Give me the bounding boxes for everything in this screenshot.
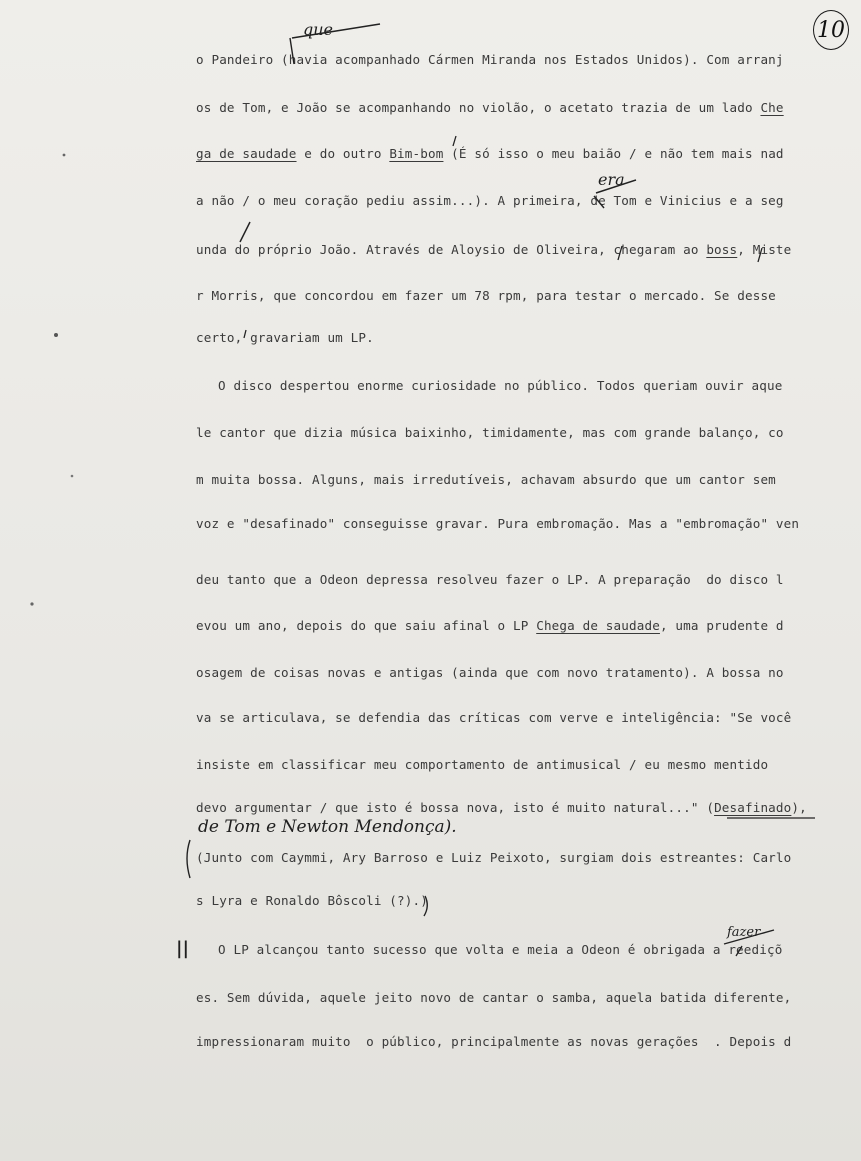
text-segment: evou um ano, depois do que saiu afinal o LP xyxy=(196,618,537,633)
margin-speck xyxy=(30,602,33,605)
stroke-open-bracket xyxy=(187,840,190,878)
stroke-close-bracket xyxy=(424,896,427,916)
stroke-comma-mark xyxy=(618,246,622,260)
text-segment: e do outro xyxy=(296,146,390,161)
stroke-comma-mark xyxy=(758,248,762,262)
underlined-title: Bim-bom xyxy=(389,146,444,161)
stroke-fazer-line xyxy=(724,930,774,944)
text-line-21: es. Sem dúvida, aquele jeito novo de cantar o samba, aquela batida diferente, xyxy=(196,990,792,1005)
stroke-que-line xyxy=(292,24,380,38)
stroke-fazer-caret xyxy=(736,946,742,956)
text-segment: (É só isso o meu baião / e não tem mais nad xyxy=(443,146,784,161)
handwritten-insert-fazer: fazer xyxy=(727,925,761,940)
handwritten-note-de-tom: de Tom e Newton Mendonça). xyxy=(198,817,457,837)
text-line-7: certo, gravariam um LP. xyxy=(196,330,374,345)
underlined-word: boss xyxy=(706,242,738,257)
stroke-insert-mark xyxy=(240,222,250,242)
handwritten-insert-que: que xyxy=(303,20,334,39)
text-segment: ), xyxy=(791,800,807,815)
text-segment: , uma prudente d xyxy=(659,618,784,633)
text-line-18: (Junto com Caymmi, Ary Barroso e Luiz Peixoto, surgiam dois estreantes: Carlo xyxy=(196,850,792,865)
text-line-19: s Lyra e Ronaldo Bôscoli (?).) xyxy=(196,893,428,908)
margin-speck xyxy=(54,333,58,337)
underlined-title: Desafinado xyxy=(714,800,792,815)
stroke-era-line xyxy=(596,180,636,193)
margin-speck xyxy=(63,154,66,157)
text-line-20: O LP alcançou tanto sucesso que volta e meia a Odeon é obrigada a reediçõ xyxy=(218,942,783,957)
text-line-16: insiste em classificar meu comportamento de antimusical / eu mesmo mentido xyxy=(196,757,769,772)
underlined-title: Che xyxy=(760,100,784,115)
text-line-11: voz e "desafinado" conseguisse gravar. Pura embromação. Mas a "embromação" ven xyxy=(196,516,800,531)
stroke-comma-mark xyxy=(244,330,246,338)
text-line-9: le cantor que dizia música baixinho, timidamente, mas com grande balanço, co xyxy=(196,425,784,440)
underlined-title: Chega de saudade xyxy=(536,618,660,633)
text-segment: unda do próprio João. Através de Aloysio de Oliveira, chegaram ao xyxy=(196,242,707,257)
text-line-6: r Morris, que concordou em fazer um 78 rpm, para testar o mercado. Se desse xyxy=(196,288,776,303)
underlined-title: ga de saudade xyxy=(196,146,297,161)
text-segment: , Miste xyxy=(737,242,792,257)
handwritten-insert-era: era xyxy=(598,170,625,189)
text-line-10: m muita bossa. Alguns, mais irredutíveis, achavam absurdo que um cantor sem xyxy=(196,472,776,487)
text-line-1: o Pandeiro (havia acompanhado Cármen Miranda nos Estados Unidos). Com arranj xyxy=(196,52,784,67)
page-number: 10 xyxy=(813,10,849,50)
paragraph-marker: || xyxy=(176,938,190,959)
stroke-accent-mark xyxy=(453,136,456,146)
text-line-4: a não / o meu coração pediu assim...). A primeira, de Tom e Vinicius e a seg xyxy=(196,193,784,208)
stroke-que-caret xyxy=(290,38,294,64)
margin-speck xyxy=(71,475,74,478)
text-segment: os de Tom, e João se acompanhando no violão, o acetato trazia de um lado xyxy=(196,100,761,115)
stroke-era-caret xyxy=(594,196,604,208)
text-segment: devo argumentar / que isto é bossa nova, isto é muito natural..." ( xyxy=(196,800,715,815)
text-line-12: deu tanto que a Odeon depressa resolveu fazer o LP. A preparação do disco l xyxy=(196,572,784,587)
text-line-8: O disco despertou enorme curiosidade no público. Todos queriam ouvir aque xyxy=(218,378,783,393)
text-line-14: osagem de coisas novas e antigas (ainda que com novo tratamento). A bossa no xyxy=(196,665,784,680)
text-line-15: va se articulava, se defendia das críticas com verve e inteligência: "Se você xyxy=(196,710,792,725)
text-line-22: impressionaram muito o público, principalmente as novas gerações . Depois d xyxy=(196,1034,792,1049)
